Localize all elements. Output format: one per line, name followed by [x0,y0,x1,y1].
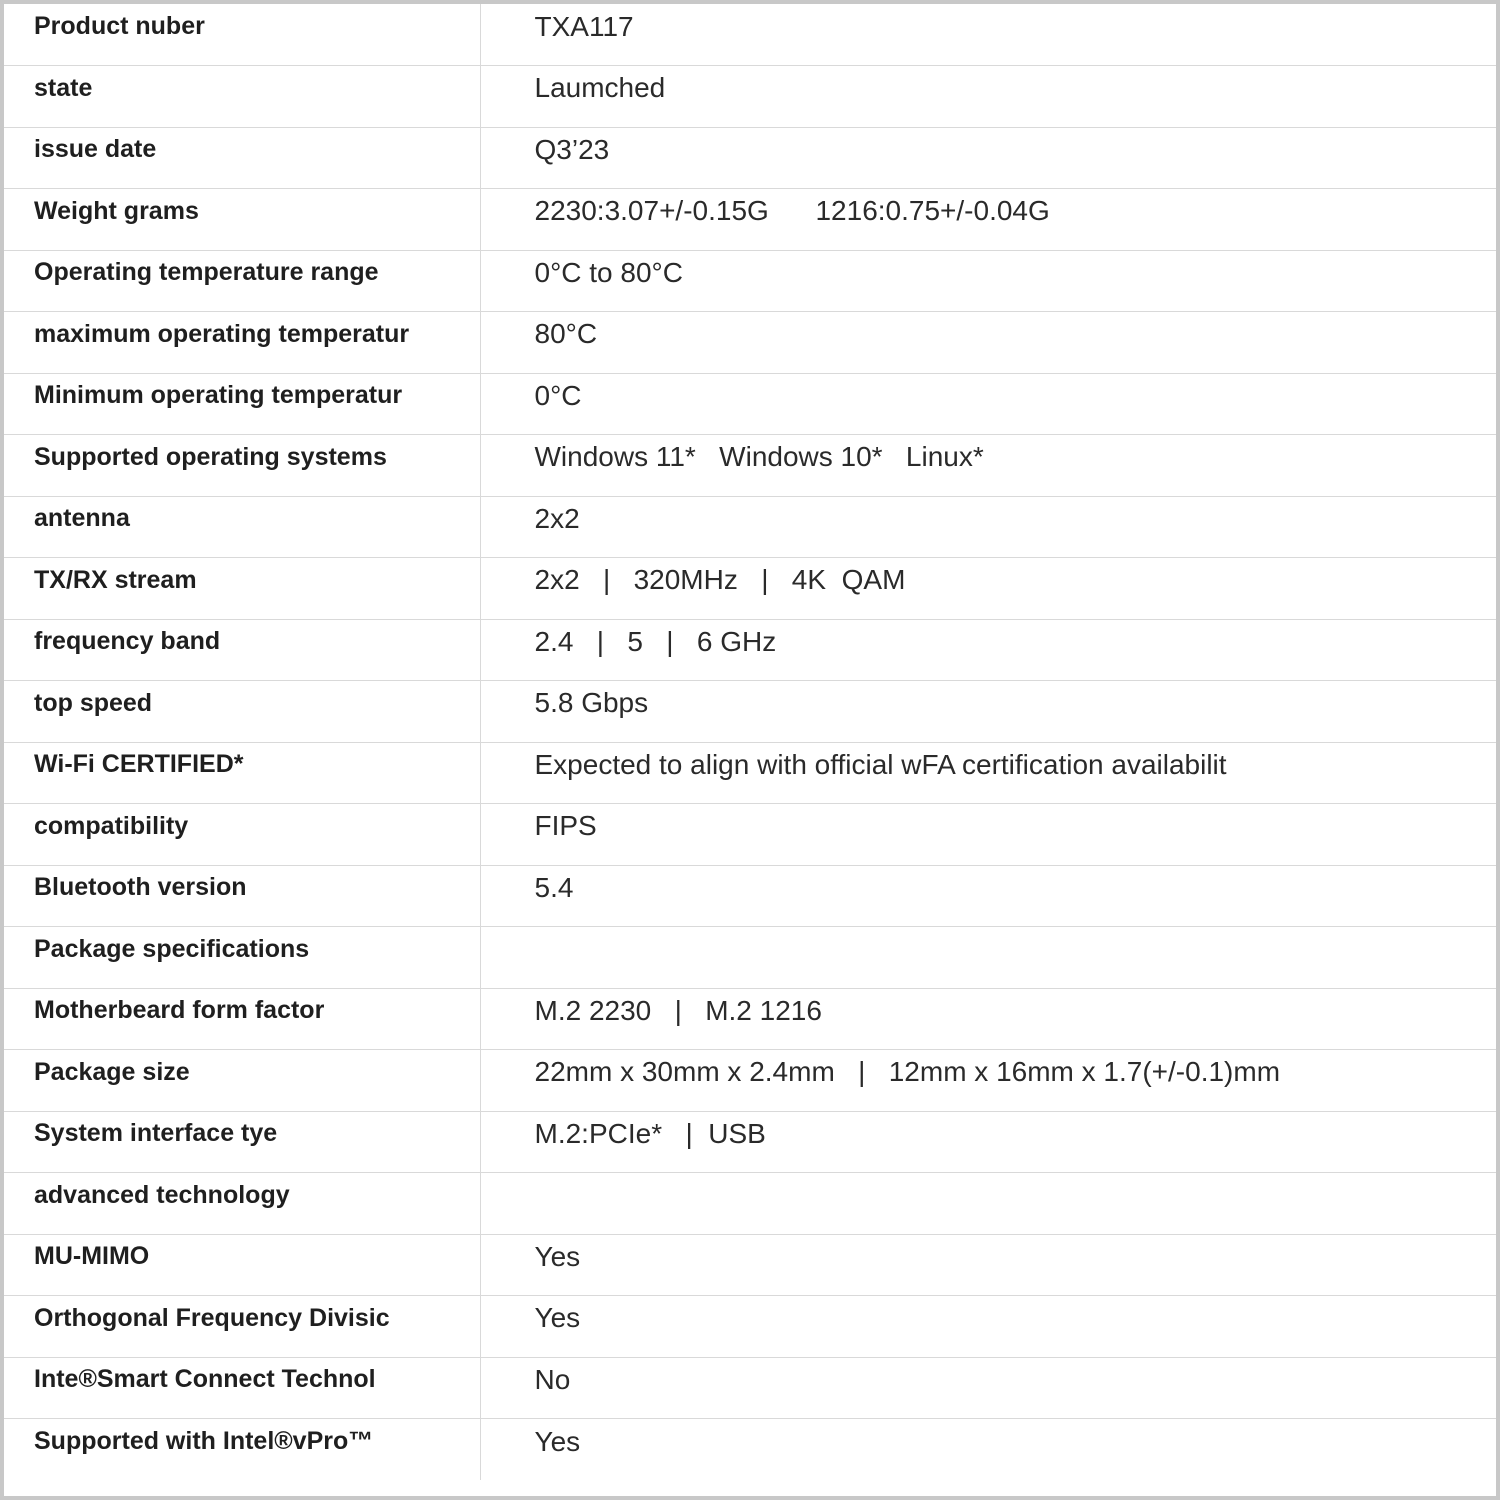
table-row [4,1234,1496,1296]
spec-label-cell [4,558,480,620]
spec-value: FIPS [534,810,597,842]
spec-label: Inte®Smart Connect Technol [34,1365,376,1394]
spec-value-cell [480,1173,1496,1235]
spec-value-cell [480,496,1496,558]
spec-label-cell [4,927,480,989]
spec-value-cell [480,742,1496,804]
table-row [4,1173,1496,1235]
table-row [4,250,1496,312]
spec-label: System interface tye [34,1119,278,1148]
spec-label-cell [4,4,480,66]
spec-value: M.2 2230 | M.2 1216 [534,994,822,1026]
spec-value-cell [480,373,1496,435]
spec-label-cell [4,250,480,312]
spec-value-cell [480,312,1496,374]
spec-value: Expected to align with official wFA certification availabilit [534,748,1227,780]
spec-label-cell [4,1111,480,1173]
spec-table [4,4,1496,1480]
spec-label-cell [4,1234,480,1296]
table-row [4,804,1496,866]
spec-label: Motherbeard form factor [34,996,325,1025]
spec-value: 5.4 [534,871,574,903]
spec-value: Windows 11* Windows 10* Linux* [534,441,984,473]
spec-value-cell [480,988,1496,1050]
spec-value: No [534,1363,571,1395]
table-row [4,1050,1496,1112]
table-row [4,127,1496,189]
table-row [4,373,1496,435]
spec-label-cell [4,804,480,866]
table-row [4,681,1496,743]
spec-label: TX/RX stream [34,565,197,594]
spec-value: 2x2 | 320MHz | 4K QAM [534,564,906,596]
spec-value: 0°C [534,379,582,411]
spec-label: Operating temperature range [34,258,379,287]
spec-value-cell [480,1050,1496,1112]
spec-label: Weight grams [34,196,199,225]
spec-label-cell [4,373,480,435]
spec-label: Supported operating systems [34,442,387,471]
spec-label-cell [4,681,480,743]
spec-value: Yes [534,1425,581,1457]
spec-value: Q3’23 [534,133,610,165]
spec-label: advanced technology [34,1180,290,1209]
spec-label: MU-MIMO [34,1242,150,1271]
spec-label-cell [4,189,480,251]
table-row [4,496,1496,558]
spec-value-cell [480,1357,1496,1419]
spec-value-cell [480,435,1496,497]
spec-label: issue date [34,135,157,164]
spec-value-cell [480,1111,1496,1173]
spec-value: 0°C to 80°C [534,256,683,288]
spec-table-body [4,4,1496,1480]
spec-value-cell [480,619,1496,681]
spec-label-cell [4,1050,480,1112]
spec-label-cell [4,619,480,681]
spec-label: Supported with Intel®vPro™ [34,1427,374,1455]
spec-label: compatibility [34,811,189,840]
table-row [4,865,1496,927]
spec-value-cell [480,681,1496,743]
spec-value-cell [480,1234,1496,1296]
table-row [4,435,1496,497]
spec-label: Product nuber [34,12,205,40]
spec-value: TXA117 [534,10,634,42]
table-row [4,558,1496,620]
table-row [4,927,1496,989]
spec-value: Yes [534,1240,581,1272]
table-row [4,1296,1496,1358]
spec-value-cell [480,927,1496,989]
table-row [4,189,1496,251]
spec-value: Yes [534,1302,581,1334]
table-row [4,988,1496,1050]
spec-label: antenna [34,504,130,533]
spec-value-cell [480,4,1496,66]
spec-label-cell [4,1173,480,1235]
spec-value-cell [480,1419,1496,1481]
table-row [4,66,1496,128]
spec-label: Orthogonal Frequency Divisic [34,1303,390,1332]
spec-label: Bluetooth version [34,873,247,902]
spec-value: M.2:PCIe* | USB [534,1117,766,1149]
spec-value: 5.8 Gbps [534,687,649,719]
spec-value: 2.4 | 5 | 6 GHz [534,625,777,657]
spec-label-cell [4,66,480,128]
spec-label: Package size [34,1057,190,1086]
spec-label-cell [4,127,480,189]
spec-label-cell [4,988,480,1050]
spec-label: Wi-Fi CERTIFIED* [34,750,244,779]
spec-value: 80°C [534,318,598,350]
spec-value: 2x2 [534,502,580,534]
spec-label: top speed [34,688,153,717]
spec-value: Laumched [534,72,666,104]
spec-label-cell [4,496,480,558]
spec-value-cell [480,66,1496,128]
table-row [4,4,1496,66]
spec-value-cell [480,558,1496,620]
table-row [4,1111,1496,1173]
spec-label: Package specifications [34,934,310,963]
spec-label: frequency band [34,627,221,656]
spec-value-cell [480,250,1496,312]
spec-label: state [34,73,93,102]
spec-value: 22mm x 30mm x 2.4mm | 12mm x 16mm x 1.7(+/-0.1)mm [534,1056,1281,1088]
table-row [4,619,1496,681]
table-row [4,742,1496,804]
spec-label: maximum operating temperatur [34,319,410,348]
spec-value-cell [480,865,1496,927]
spec-label-cell [4,865,480,927]
table-row [4,312,1496,374]
spec-label: Minimum operating temperatur [34,381,403,410]
table-row [4,1357,1496,1419]
spec-value-cell [480,1296,1496,1358]
spec-value: 2230:3.07+/-0.15G 1216:0.75+/-0.04G [534,195,1050,227]
spec-label-cell [4,1419,480,1481]
spec-label-cell [4,1296,480,1358]
spec-value-cell [480,189,1496,251]
spec-label-cell [4,312,480,374]
spec-label-cell [4,1357,480,1419]
spec-label-cell [4,435,480,497]
spec-label-cell [4,742,480,804]
spec-value-cell [480,127,1496,189]
spec-value-cell [480,804,1496,866]
table-row [4,1419,1496,1481]
